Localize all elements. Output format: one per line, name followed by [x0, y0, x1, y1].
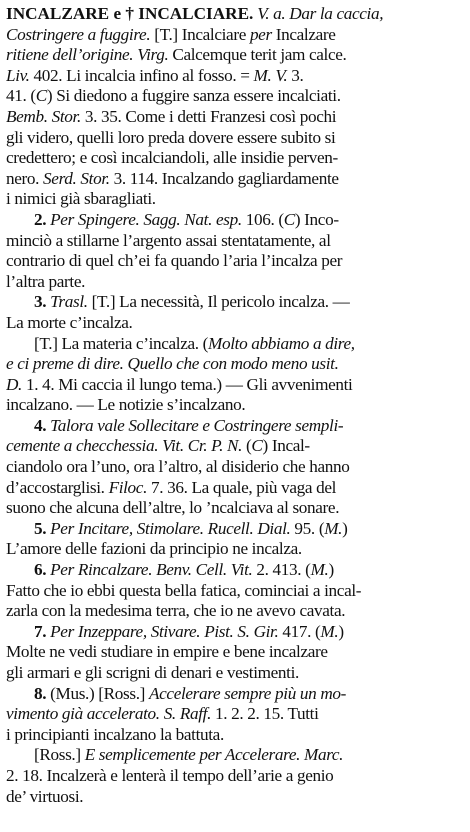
entry-text-line: incalzano. — Le notizie s’incalzano.	[6, 395, 246, 415]
entry-text-line: ciandolo ora l’uno, ora l’altro, al disiderio che hanno	[6, 457, 350, 477]
entry-text-line: minciò a stillarne l’argento assai stentatamente, al	[6, 230, 331, 250]
entry-text-line: 4. Talora vale Sollecitare e Costringere sempli-	[34, 415, 344, 435]
entry-text-line: suono che alcuna dell’altre, lo ’ncalciava al sonare.	[6, 498, 340, 518]
entry-text-line: gli videro, quelli loro preda dovere essere subito si	[6, 127, 336, 147]
entry-text-line: 7. Per Inzeppare, Stivare. Pist. S. Gir. 417. (M.)	[34, 621, 344, 641]
entry-text-line: [T.] La materia c’incalza. (Molto abbiamo a dire,	[34, 333, 355, 353]
entry-text-line: L’amore delle fazioni da principio ne incalza.	[6, 539, 302, 559]
entry-text-line: [Ross.] E semplicemente per Accelerare. Marc.	[34, 745, 344, 765]
entry-text-line: i principianti incalzano la battuta.	[6, 724, 224, 744]
dictionary-entry-incalzare	[6, 4, 464, 807]
entry-text-line: vimento già accelerato. S. Raff. 1. 2. 2. 15. Tutti	[6, 704, 319, 724]
entry-text-line: 6. Per Rincalzare. Benv. Cell. Vit. 2. 413. (M.)	[34, 560, 334, 580]
entry-text-line: La morte c’incalza.	[6, 312, 133, 332]
entry-text-line: Bemb. Stor. 3. 35. Come i detti Franzesi così pochi	[6, 106, 337, 126]
entry-text-line: 8. (Mus.) [Ross.] Accelerare sempre più un mo-	[34, 683, 347, 703]
entry-text-line: e ci preme di dire. Quello che con modo meno usit.	[6, 354, 339, 374]
entry-text-line: gli armari e gli scrigni di denari e vestimenti.	[6, 663, 299, 682]
entry-text-line: 2. 18. Incalzerà e lenterà il tempo dell’arie a genio	[6, 765, 334, 785]
entry-text-line: INCALZARE e † INCALCIARE. V. a. Dar la caccia,	[6, 4, 384, 23]
entry-text-line: zarla con la medesima terra, che io ne avevo cavata.	[6, 601, 346, 621]
entry-text-line: i nimici già sbaragliati.	[6, 189, 156, 209]
entry-text-line: cemente a checchessia. Vit. Cr. P. N. (C) Incal-	[6, 436, 310, 456]
entry-text-line: contrario di quel ch’ei fa quando l’aria l’incalza per	[6, 251, 343, 271]
entry-text-line: 2. Per Spingere. Sagg. Nat. esp. 106. (C) Inco-	[34, 209, 339, 229]
entry-text-line: credettero; e così incalciandoli, alle insidie perven-	[6, 148, 338, 168]
entry-text-line: ritiene dell’origine. Virg. Calcemque terit jam calce.	[6, 45, 347, 65]
entry-text-line: nero. Serd. Stor. 3. 114. Incalzando gagliardamente	[6, 168, 339, 188]
entry-text-line: 3. Trasl. [T.] La necessità, Il pericolo incalza. —	[34, 292, 350, 312]
entry-text-line: 41. (C) Si diedono a fuggire sanza essere incalciati.	[6, 86, 341, 106]
entry-text-line: Liv. 402. Li incalcia infino al fosso. = M. V. 3.	[6, 65, 304, 85]
entry-text-line: Molte ne vedi studiare in empire e bene incalzare	[6, 642, 328, 662]
entry-text-line: d’accostarglisi. Filoc. 7. 36. La quale, più vaga del	[6, 477, 337, 497]
entry-text-line: Costringere a fuggire. [T.] Incalciare per Incalzare	[6, 24, 336, 44]
entry-text-line: Fatto che io ebbi questa bella fatica, cominciai a incal-	[6, 580, 362, 600]
entry-text-line: D. 1. 4. Mi caccia il lungo tema.) — Gli avvenimenti	[6, 374, 353, 394]
entry-text-line: l’altra parte.	[6, 271, 86, 291]
entry-text-line: 5. Per Incitare, Stimolare. Rucell. Dial. 95. (M.)	[34, 518, 348, 538]
entry-text-line: de’ virtuosi.	[6, 786, 84, 806]
